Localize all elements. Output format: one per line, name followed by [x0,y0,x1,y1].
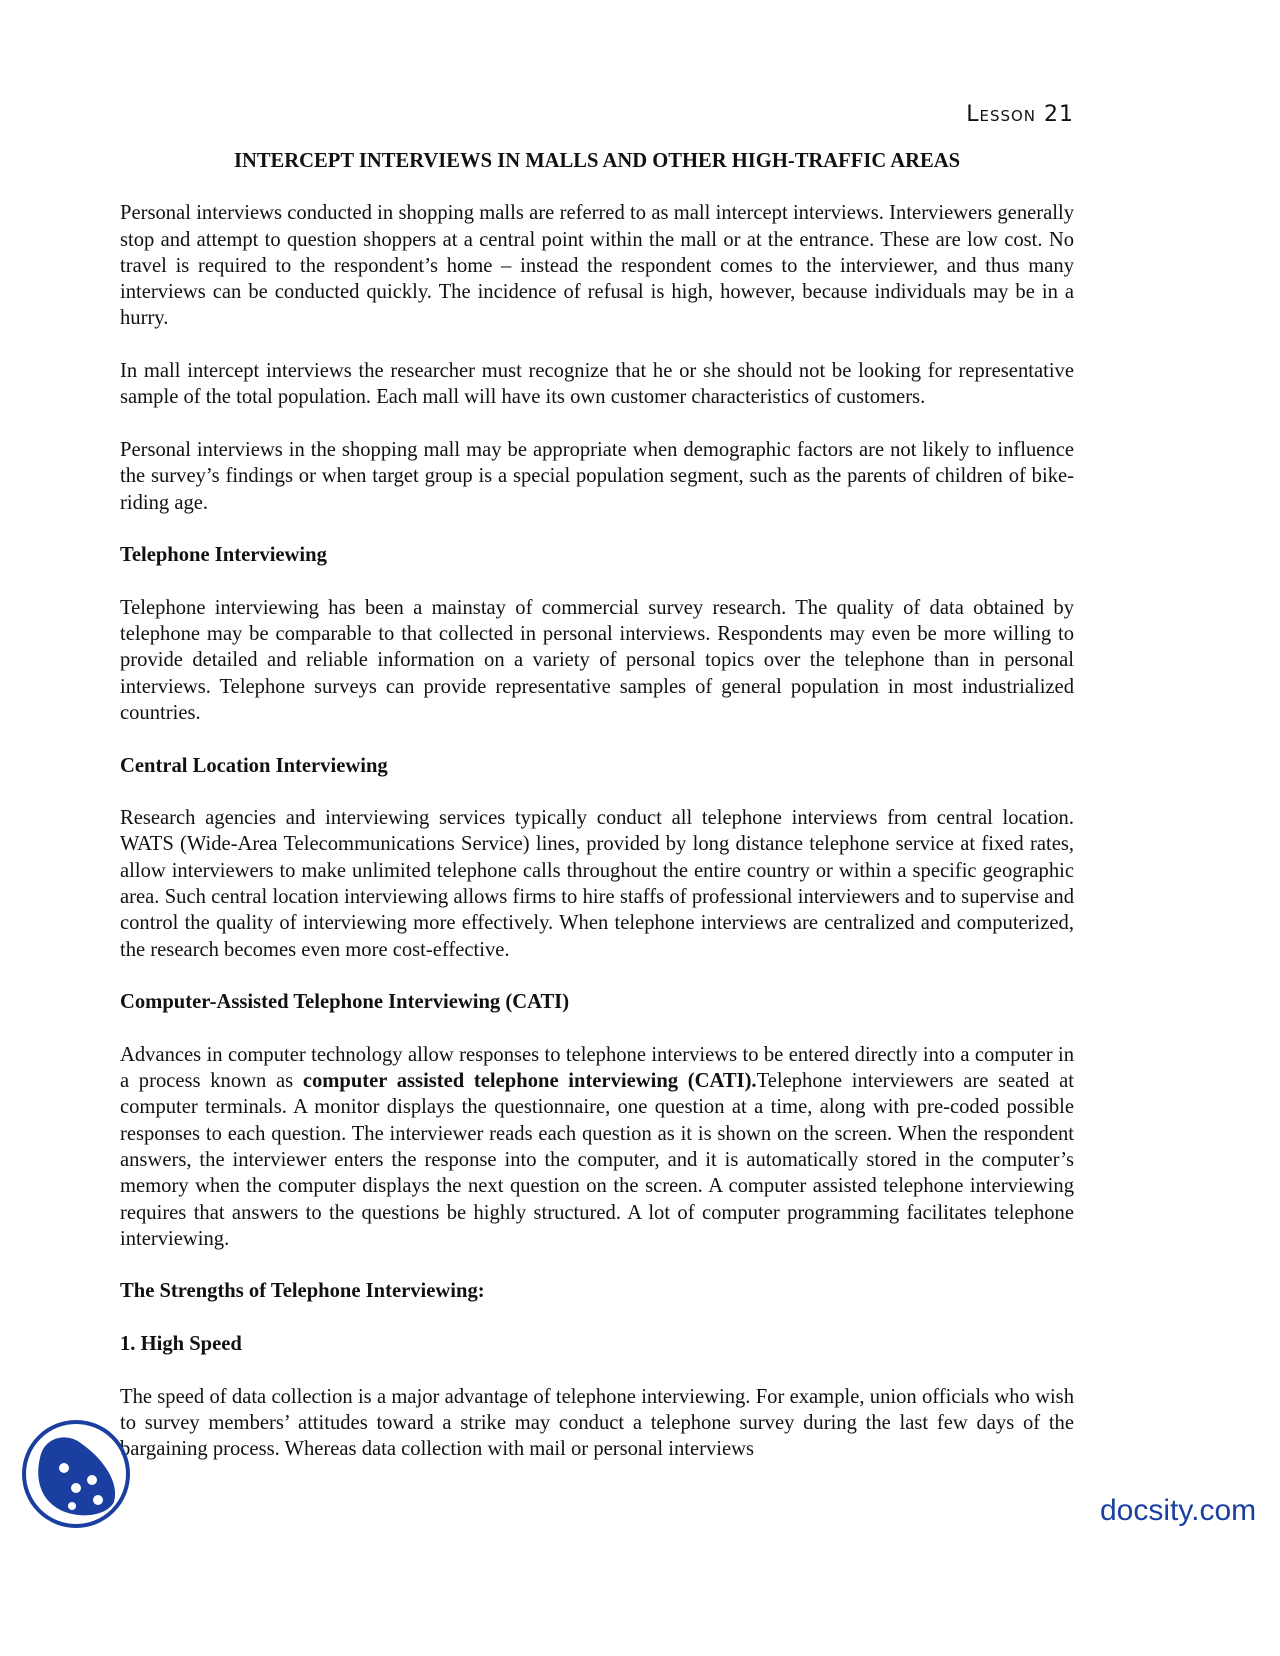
cati-text-after: Telephone interviewers are seated at computer terminals. A monitor displays the questionnaire, one question at a time, along with pre-coded possible responses to each question. The interviewer reads each question as it is shown on the screen. When the respondent answers, the interviewer enters the response into the computer, and it is automatically stored in the computer’s memory when the computer displays the next question on the screen. A computer assisted telephone interviewing requires that answers to the questions be highly structured. A lot of computer programming facilitates telephone interviewing. [120,1070,1074,1250]
heading-telephone-interviewing: Telephone Interviewing [120,544,327,567]
paragraph-central-location: Research agencies and interviewing services typically conduct all telephone interviews from central location. WATS (Wide-Area Telecommunications Service) lines, provided by long distance telephone service at fixed rates, allow interviewers to make unlimited telephone calls throughout the entire country or within a specific geographic area. Such central location interviewing allows firms to hire staffs of professional interviewers and to supervise and control the quality of interviewing more effectively. When telephone interviews are centralized and computerized, the research becomes even more cost-effective. [120,807,1074,961]
cati-text-before: Advances in computer technology allow responses to telephone interviews to be entered directly into a computer in a process known as [120,1043,1074,1093]
paragraph-cati [120,1042,1074,1252]
heading-cati: Computer-Assisted Telephone Interviewing (CATI) [120,991,570,1014]
paragraph-representative-sample: In mall intercept interviews the researcher must recognize that he or she should not be looking for representative sample of the total population. Each mall will have its own customer characteristics of customers. [120,360,1074,409]
cati-term: computer assisted telephone interviewing (CATI). [302,1070,757,1093]
paragraph-mall-intercept: Personal interviews conducted in shopping malls are referred to as mall intercept interviews. Interviewers generally stop and attempt to question shoppers at a central point within the mall or at the entrance. These are low cost. No travel is required to the respondent’s home – instead the respondent comes to the interviewer, and thus many interviews can be conducted quickly. The incidence of refusal is high, however, because individuals may be in a hurry. [120,202,1074,330]
paragraph-telephone: Telephone interviewing has been a mainstay of commercial survey research. The quality of data obtained by telephone may be comparable to that collected in personal interviews. Respondents may even be more willing to provide detailed and reliable information on a variety of personal topics over the telephone than in personal interviews. Telephone surveys can provide representative samples of general population in most industrialized countries. [120,596,1074,724]
docsity-watermark[interactable]: docsity.com [1100,1494,1257,1527]
paragraph-demographic: Personal interviews in the shopping mall may be appropriate when demographic factors are not likely to influence the survey’s findings or when target group is a special population segment, such as the parents of children of bike-riding age. [120,438,1074,514]
page-title: INTERCEPT INTERVIEWS IN MALLS AND OTHER HIGH-TRAFFIC AREAS [233,150,961,172]
heading-central-location: Central Location Interviewing [120,754,388,777]
paragraph-high-speed: The speed of data collection is a major advantage of telephone interviewing. For example, union officials who wish to survey members’ attitudes toward a strike may conduct a telephone survey during the last few days of the bargaining process. Whereas data collection with mail or personal interviews [120,1385,1074,1461]
lesson-header: Lesson 21 [966,102,1074,127]
heading-high-speed: 1. High Speed [120,1333,242,1356]
document-body [120,148,1074,1489]
docsity-logo-icon [20,1418,132,1530]
heading-strengths: The Strengths of Telephone Interviewing: [120,1280,485,1303]
